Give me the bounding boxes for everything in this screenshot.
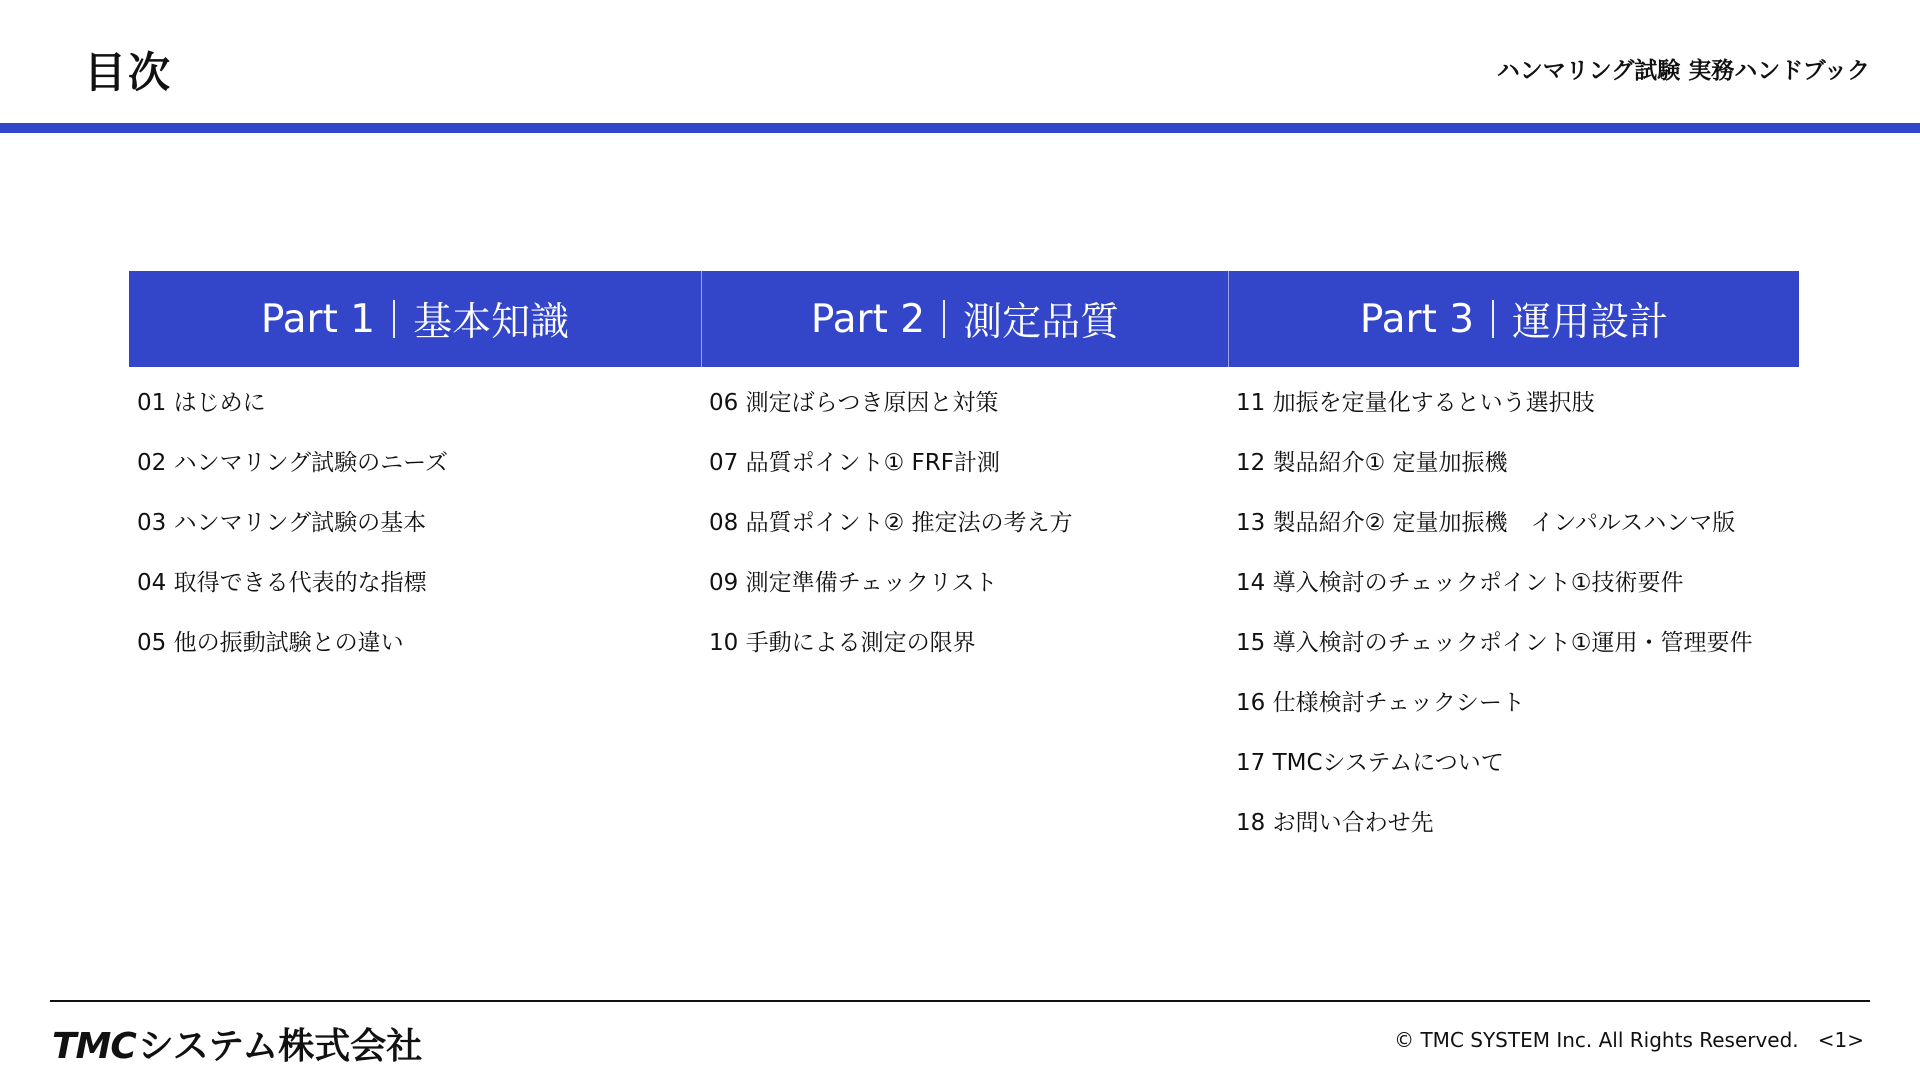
part-1-number: Part 1	[260, 296, 376, 342]
part-3-name: 運用設計	[1512, 300, 1669, 345]
page-title: 目次	[84, 48, 173, 97]
logo-text: システム株式会社	[137, 1026, 423, 1067]
toc-header-row	[129, 271, 1799, 367]
part-separator	[393, 300, 395, 338]
toc-item: 04 取得できる代表的な指標	[137, 570, 427, 596]
toc-body-row	[129, 367, 1799, 853]
document-title: ハンマリング試験 実務ハンドブック	[1496, 58, 1870, 84]
toc-item: 14 導入検討のチェックポイント①技術要件	[1236, 570, 1684, 596]
toc-item: 11 加振を定量化するという選択肢	[1236, 390, 1595, 416]
toc-item: 16 仕様検討チェックシート	[1236, 690, 1525, 716]
part-2-name: 測定品質	[963, 300, 1120, 345]
toc-item: 02 ハンマリング試験のニーズ	[137, 450, 448, 476]
toc-item: 01 はじめに	[137, 390, 266, 416]
toc-item: 12 製品紹介① 定量加振機	[1236, 450, 1508, 476]
part-3-item-list	[1228, 367, 1799, 853]
page-number: <1>	[1817, 1028, 1864, 1052]
toc-item: 15 導入検討のチェックポイント①運用・管理要件	[1236, 630, 1753, 656]
copyright-text: © TMC SYSTEM Inc. All Rights Reserved.	[1394, 1028, 1799, 1052]
part-separator	[943, 300, 945, 338]
footer-divider	[50, 1000, 1870, 1002]
part-3-number: Part 3	[1359, 296, 1475, 342]
logo-mark: TMC	[52, 1026, 136, 1067]
toc-item: 07 品質ポイント① FRF計測	[709, 450, 1000, 476]
part-2-header	[701, 271, 1228, 367]
company-logo	[52, 1018, 422, 1069]
toc-item: 05 他の振動試験との違い	[137, 630, 404, 656]
toc-item: 10 手動による測定の限界	[709, 630, 976, 656]
toc-item: 08 品質ポイント② 推定法の考え方	[709, 510, 1073, 536]
toc-item: 18 お問い合わせ先	[1236, 810, 1434, 836]
header-divider	[0, 123, 1920, 133]
part-1-name: 基本知識	[413, 300, 570, 345]
toc-item: 09 測定準備チェックリスト	[709, 570, 998, 596]
part-1-item-list	[129, 367, 701, 853]
part-1-header	[129, 271, 701, 367]
part-2-number: Part 2	[810, 296, 926, 342]
toc-table	[129, 271, 1799, 853]
toc-item: 17 TMCシステムについて	[1236, 750, 1504, 776]
toc-item: 03 ハンマリング試験の基本	[137, 510, 427, 536]
toc-item: 13 製品紹介② 定量加振機 インパルスハンマ版	[1236, 510, 1736, 536]
part-separator	[1492, 300, 1494, 338]
toc-item: 06 測定ばらつき原因と対策	[709, 390, 999, 416]
footer-copyright	[1394, 1028, 1864, 1052]
part-2-item-list	[701, 367, 1228, 853]
part-3-header	[1228, 271, 1799, 367]
